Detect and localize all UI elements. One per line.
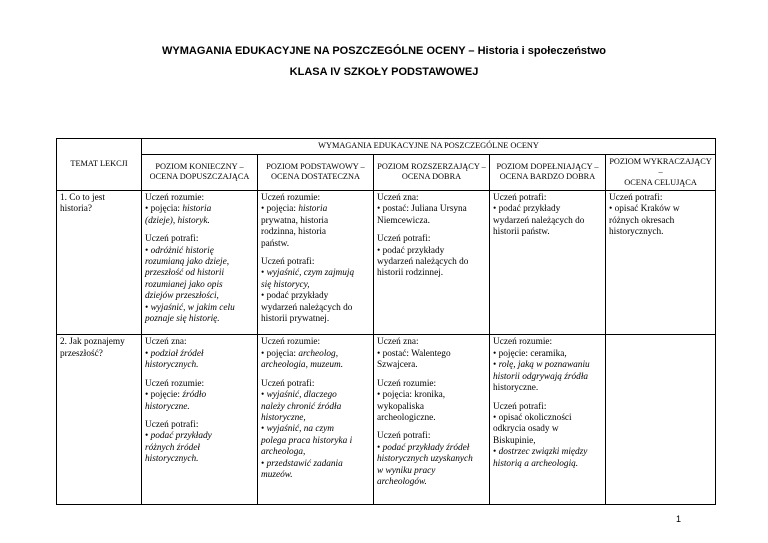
cell-line: POZIOM DOPEŁNIAJĄCY – (496, 161, 599, 171)
cell-line: Uczeń rozumie: (493, 337, 553, 348)
cell-line: Biskupinie, (493, 435, 536, 446)
cell-line: • pojęcia: historia (145, 204, 212, 215)
level-header (258, 154, 374, 191)
cell-line: historycznych uzyskanych (377, 454, 473, 465)
requirement-paragraph (377, 379, 486, 425)
cell-line: Uczeń potrafi: (377, 234, 431, 245)
requirement-cell (606, 191, 716, 335)
cell-line: OCENA CELUJĄCA (624, 177, 697, 187)
cell-line: historycznych. (145, 454, 199, 465)
cell-line: Uczeń zna: (377, 337, 419, 348)
cell-line: Uczeń zna: (377, 193, 419, 203)
cell-line: POZIOM ROZSZERZAJĄCY – (377, 161, 486, 171)
cell-line: wydarzeń należących do (377, 257, 469, 268)
cell-line: OCENA DOBRA (401, 172, 462, 182)
cell-line: • postać: Walentego (377, 348, 451, 359)
cell-line: • wyjaśnić, w jakim celu (145, 302, 235, 313)
requirement-paragraph (377, 431, 486, 488)
requirement-cell (606, 335, 716, 505)
cell-line: Uczeń rozumie: (145, 193, 205, 203)
requirement-paragraph (493, 193, 602, 239)
cell-line: wydarzeń należących do (261, 302, 353, 313)
requirement-paragraph (609, 193, 712, 239)
lesson-topic: 2. Jak poznajemy przeszłość? (57, 335, 142, 505)
requirement-paragraph (261, 379, 370, 482)
cell-line: wydarzeń należących do (493, 215, 585, 226)
cell-line: POZIOM WYKRACZAJĄCY – (609, 156, 712, 176)
level-header (606, 154, 716, 191)
cell-line: przeszłość od historii (145, 268, 225, 279)
cell-line: historii rodzinnej. (377, 268, 444, 279)
cell-line: historii prywatnej. (261, 314, 330, 325)
cell-line: • wyjaśnić, dlaczego (261, 390, 337, 401)
level-header (142, 154, 258, 191)
requirement-paragraph (377, 234, 486, 280)
cell-line: historii państw. (493, 227, 550, 238)
level-header (374, 154, 490, 191)
cell-line: • odróżnić historię (145, 245, 214, 256)
requirement-cell (258, 335, 374, 505)
requirement-paragraph (145, 420, 254, 466)
cell-line: • podać przykłady (377, 245, 445, 256)
requirement-paragraph (145, 337, 254, 371)
cell-line: • pojęcia: historia (261, 204, 328, 215)
requirement-cell (374, 191, 490, 335)
table-row (57, 335, 716, 505)
cell-line: rozumianej jako opis (145, 279, 223, 290)
table-row (57, 191, 716, 335)
cell-line: OCENA DOSTATECZNA (271, 172, 360, 182)
cell-line: należy chronić źródła (261, 401, 342, 412)
cell-line: Uczeń potrafi: (609, 193, 663, 203)
cell-line: Szwajcera. (377, 360, 418, 371)
cell-line: Uczeń rozumie: (261, 193, 321, 203)
cell-line: poznaje się historię. (145, 314, 220, 325)
page-number: 1 (676, 514, 682, 524)
cell-line: różnych okresach (609, 215, 675, 226)
requirement-paragraph (377, 193, 486, 227)
cell-line: • pojęcia: archeolog, (261, 348, 339, 359)
requirement-paragraph (493, 402, 602, 470)
cell-line: historyczne, (261, 412, 306, 423)
cell-line: państw. (261, 238, 290, 249)
requirement-cell (142, 191, 258, 335)
cell-line: muzeów. (261, 469, 293, 480)
requirement-paragraph (377, 337, 486, 371)
cell-line: historycznych. (145, 360, 199, 371)
cell-line: • opisać okoliczności (493, 412, 572, 423)
requirement-paragraph (145, 379, 254, 413)
level-header (490, 154, 606, 191)
cell-line: • podać przykłady (261, 291, 329, 302)
requirement-paragraph (261, 193, 370, 250)
cell-line: archeologiczne. (377, 412, 436, 423)
cell-line: archeologa, (261, 447, 306, 458)
requirement-cell (490, 191, 606, 335)
requirement-paragraph (493, 337, 602, 394)
lesson-topic: 1. Co to jest historia? (57, 191, 142, 335)
cell-line: rodzinna, historia (261, 227, 327, 238)
cell-line: • podział źródeł (145, 348, 204, 359)
requirements-table (56, 138, 716, 505)
cell-line: • wyjaśnić, na czym (261, 424, 334, 435)
cell-line: • opisać Kraków w (609, 204, 680, 215)
topic-header: TEMAT LEKCJI (57, 139, 142, 191)
cell-line: • pojęcie: ceramika, (493, 348, 567, 359)
cell-line: • podać przykłady (493, 204, 561, 215)
cell-line: • dostrzec związki między (493, 447, 588, 458)
requirement-paragraph (145, 193, 254, 227)
cell-line: historyczne. (493, 383, 539, 394)
cell-line: Uczeń rozumie: (377, 378, 437, 389)
cell-line: polega praca historyka i (261, 435, 353, 446)
cell-line: • wyjaśnić, czym zajmują (261, 268, 355, 279)
cell-line: Uczeń zna: (145, 337, 187, 348)
cell-line: • podać przykłady (145, 431, 212, 442)
cell-line: archeologów. (377, 476, 427, 487)
cell-line: Uczeń rozumie: (261, 337, 321, 348)
cell-line: (dzieje), historyk. (145, 215, 210, 226)
cell-line: odkrycia osady w (493, 424, 559, 435)
cell-line: historii odgrywają źródła (493, 371, 589, 382)
requirement-paragraph (261, 337, 370, 371)
cell-line: • przedstawić zadania (261, 458, 343, 469)
cell-line: historycznych. (609, 227, 664, 238)
cell-line: historyczne. (145, 401, 190, 412)
cell-line: Uczeń rozumie: (145, 378, 205, 389)
cell-line: • podać przykłady źródeł (377, 442, 470, 453)
cell-line: Uczeń potrafi: (377, 431, 431, 442)
cell-line: • rolę, jaką w poznawaniu (493, 360, 590, 371)
requirement-paragraph (261, 257, 370, 325)
cell-line: POZIOM KONIECZNY – (155, 161, 244, 171)
cell-line: • pojęcia: kronika, (377, 390, 446, 401)
requirement-paragraph (145, 234, 254, 325)
cell-line: Uczeń potrafi: (493, 401, 547, 412)
cell-line: Niemcewicza. (377, 215, 430, 226)
cell-line: rozumianą jako dzieje, (145, 257, 230, 268)
cell-line: różnych źródeł (145, 442, 201, 453)
requirement-cell (374, 335, 490, 505)
requirement-cell (490, 335, 606, 505)
cell-line: Uczeń potrafi: (261, 378, 315, 389)
cell-line: się historycy, (261, 279, 310, 290)
cell-line: wykopaliska (377, 401, 424, 412)
cell-line: Uczeń potrafi: (145, 234, 199, 245)
document-subtitle: KLASA IV SZKOŁY PODSTAWOWEJ (289, 66, 479, 78)
cell-line: archeologia, muzeum. (261, 360, 344, 371)
cell-line: Uczeń potrafi: (261, 257, 315, 268)
cell-line: Uczeń potrafi: (145, 419, 199, 430)
requirement-cell (258, 191, 374, 335)
cell-line: Uczeń potrafi: (493, 193, 547, 203)
cell-line: OCENA BARDZO DOBRA (499, 172, 596, 182)
cell-line: • postać: Juliana Ursyna (377, 204, 467, 215)
cell-line: historią a archeologią. (493, 458, 579, 469)
requirement-cell (142, 335, 258, 505)
requirements-group-header: WYMAGANIA EDUKACYJNE NA POSZCZEGÓLNE OCENY (142, 139, 716, 155)
cell-line: POZIOM PODSTAWOWY – (266, 161, 365, 171)
document-title: WYMAGANIA EDUKACYJNE NA POSZCZEGÓLNE OCENY – Historia i społeczeństwo (162, 45, 606, 57)
cell-line: w wyniku pracy (377, 465, 436, 476)
level-header-row (57, 154, 716, 191)
cell-line: OCENA DOPUSZCZAJĄCA (149, 172, 250, 182)
cell-line: dziejów przeszłości, (145, 291, 219, 302)
cell-line: prywatna, historia (261, 215, 329, 226)
cell-line: • pojęcie: źródło (145, 390, 207, 401)
